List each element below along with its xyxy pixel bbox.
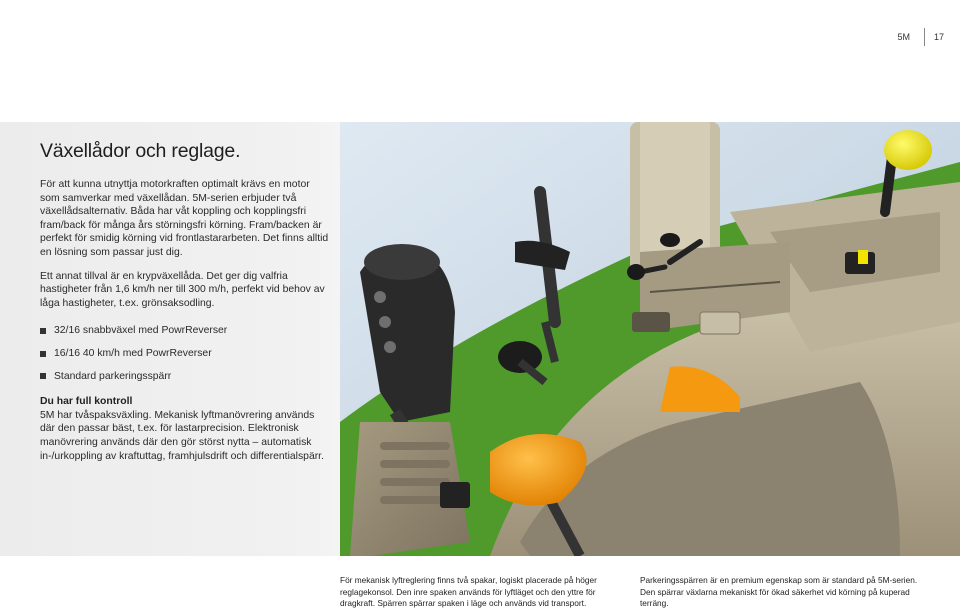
tractor-controls-photo xyxy=(340,122,960,556)
bullet-square-icon xyxy=(40,373,46,379)
bullet-square-icon xyxy=(40,351,46,357)
bullet-square-icon xyxy=(40,328,46,334)
tractor-controls-illustration xyxy=(340,122,960,556)
header-divider xyxy=(924,28,925,46)
bullet-item xyxy=(40,347,330,361)
intro-paragraph: För att kunna utnyttja motorkraften optimalt krävs en motor som samverkar med växellådan. 5M-serien erbjuder två växellådsalternativ. Båda har våt koppling och kopplingsfri fram/back för många års störningsfri körning. Fram/backen är perfekt för smidig körning vid frontlastararbeten. Det finns alltid en lösning som passar just dig. xyxy=(40,179,329,258)
caption-parking-lock: Parkeringsspärren är en premium egenskap som är standard på 5M-serien. Den spärrar växlarna mekaniskt för ökad säkerhet vid körning på kuperad terräng. xyxy=(640,575,918,609)
caption-lift-levers: För mekanisk lyftreglering finns två spakar, logiskt placerade på höger reglagekonsol. Den inre spaken används för lyftläget och den yttre för dragkraft. Spärren spärrar spaken i läge och används vid transport. xyxy=(340,575,597,609)
control-heading: Du har full kontroll xyxy=(40,396,133,408)
article-title: Växellådor och reglage. xyxy=(40,140,241,162)
bullet-item xyxy=(40,370,330,384)
section-label: 5M xyxy=(897,32,910,42)
bullet-text: 16/16 40 km/h med PowrReverser xyxy=(54,347,212,359)
bullet-item xyxy=(40,324,330,338)
control-paragraph: 5M har tvåspaksväxling. Mekanisk lyftmanövrering används där den passar bäst, t.ex. för lastarprecision. Elektronisk manövrering används där den gör störst nytta – automatisk in-/urkoppling av kraftuttag, framhjulsdrift och differentialspärr. xyxy=(40,409,324,462)
page-number: 17 xyxy=(933,32,944,42)
article-column xyxy=(40,140,330,469)
bullet-text: 32/16 snabbväxel med PowrReverser xyxy=(54,325,228,337)
bullet-text: Standard parkeringsspärr xyxy=(54,370,172,382)
creeper-paragraph: Ett annat tillval är en krypväxellåda. Det ger dig valfria hastigheter från 1,6 km/h ner till 300 m/h, perfekt vid behov av låga hastigheter, t.ex. grönsaksodling. xyxy=(40,270,325,309)
